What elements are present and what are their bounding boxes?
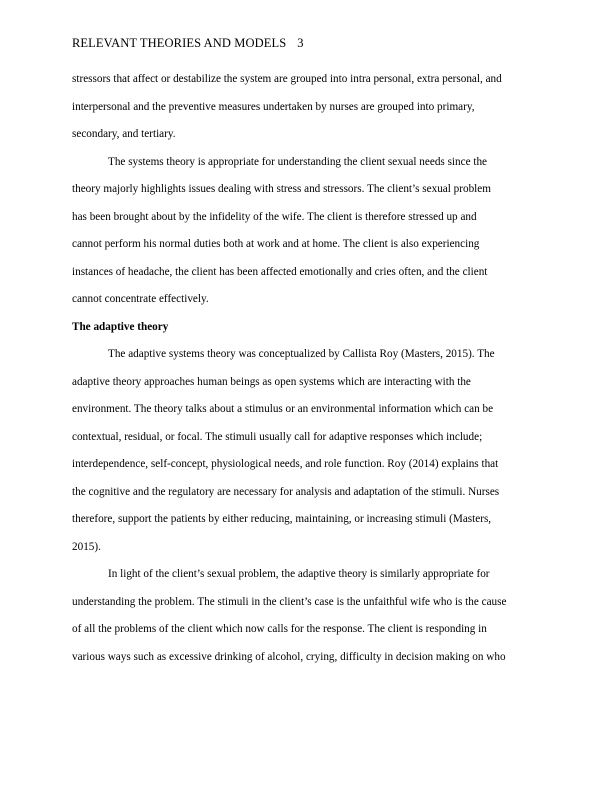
body-line: 2015). (72, 540, 101, 553)
paragraph-first-line: The systems theory is appropriate for understanding the client sexual needs since the (108, 155, 488, 168)
running-head-title: RELEVANT THEORIES AND MODELS (72, 36, 287, 50)
body-line: therefore, support the patients by either reducing, maintaining, or increasing stimuli (Masters, (72, 513, 492, 525)
paragraph-first-line: In light of the client’s sexual problem, the adaptive theory is similarly appropriate for (108, 568, 490, 580)
body-line: contextual, residual, or focal. The stimuli usually call for adaptive responses which include; (72, 430, 483, 443)
body-line: stressors that affect or destabilize the system are grouped into intra personal, extra personal, and (72, 73, 502, 85)
body-line: various ways such as excessive drinking of alcohol, crying, difficulty in decision making on who (72, 650, 506, 663)
body-line: secondary, and tertiary. (72, 128, 176, 140)
body-line: understanding the problem. The stimuli in the client’s case is the unfaithful wife who is the cause (72, 595, 507, 608)
body-line: interdependence, self-concept, physiological needs, and role function. Roy (2014) explains that (72, 458, 499, 470)
body-line: interpersonal and the preventive measures undertaken by nurses are grouped into primary, (72, 100, 475, 113)
body-line: the cognitive and the regulatory are necessary for analysis and adaptation of the stimuli. Nurses (72, 485, 500, 498)
body-line: adaptive theory approaches human beings as open systems which are interacting with the (72, 375, 471, 388)
body-line: instances of headache, the client has been affected emotionally and cries often, and the client (72, 265, 488, 278)
running-head (72, 36, 304, 51)
body-line: cannot perform his normal duties both at work and at home. The client is also experiencing (72, 238, 480, 250)
paragraph-first-line: The adaptive systems theory was conceptualized by Callista Roy (Masters, 2015). The (108, 348, 495, 360)
body-line: of all the problems of the client which now calls for the response. The client is responding in (72, 623, 487, 635)
body-line: has been brought about by the infidelity of the wife. The client is therefore stressed up and (72, 210, 477, 223)
body-line: theory majorly highlights issues dealing with stress and stressors. The client’s sexual problem (72, 183, 491, 195)
body-line: cannot concentrate effectively. (72, 293, 209, 305)
body-line: environment. The theory talks about a stimulus or an environmental information which can be (72, 403, 494, 415)
page-number: 3 (297, 36, 304, 50)
section-heading: The adaptive theory (72, 320, 169, 333)
